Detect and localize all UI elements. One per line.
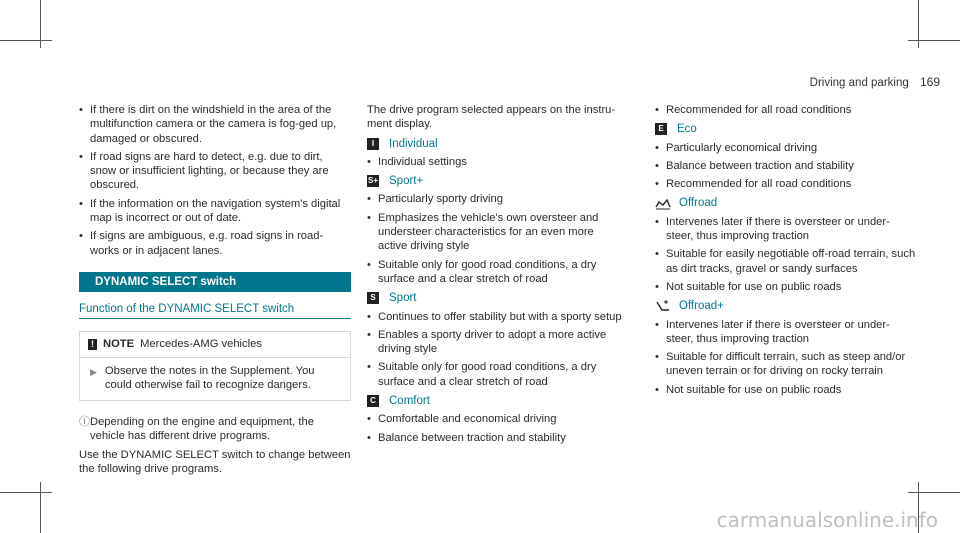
list-item: • If the information on the navigation system's digital map is incorrect or out of date. (79, 197, 351, 226)
paragraph: The drive program selected appears on the instru-ment display. (367, 104, 616, 131)
offroad-plus-icon (655, 300, 671, 312)
list-item: • Particularly economical driving (655, 141, 917, 155)
list-item: • Comfortable and economical driving (367, 412, 625, 426)
list-item: • Suitable for easily negotiable off-road terrain, such as dirt tracks, gravel or sandy surfaces (655, 247, 917, 276)
sport-icon: S (367, 292, 379, 304)
drive-program-offroad (655, 196, 917, 210)
list-item: • Suitable only for good road conditions, a dry surface and a clear stretch of road (367, 258, 625, 287)
list-item: • Not suitable for use on public roads (655, 383, 917, 397)
list-item: • Continues to offer stability but with a sporty setup (367, 310, 625, 324)
comfort-icon: C (367, 395, 379, 407)
list-item: • Intervenes later if there is oversteer or under-steer, thus improving traction (655, 318, 917, 347)
mode-name: Sport+ (389, 175, 424, 188)
list-item: • Intervenes later if there is oversteer or under-steer, thus improving traction (655, 215, 917, 244)
drive-program-sport-plus (367, 174, 625, 188)
list-item: • Suitable for difficult terrain, such as steep and/or uneven terrain or for driving on rocky terrain (655, 350, 917, 379)
eco-icon: E (655, 123, 667, 135)
info-icon: ⓘ (79, 416, 90, 429)
list-item: • Recommended for all road conditions (655, 177, 917, 191)
crop-mark (40, 482, 41, 533)
drive-program-eco (655, 122, 917, 136)
column-right (655, 103, 917, 401)
mode-name: Eco (677, 123, 697, 136)
list-item: • Emphasizes the vehicle's own oversteer and understeer characteristics for an even more active driving style (367, 211, 625, 254)
crop-mark (908, 492, 960, 493)
subheading: Function of the DYNAMIC SELECT switch (79, 302, 351, 319)
mode-name: Sport (389, 292, 417, 305)
note-subject: Mercedes-AMG vehicles (140, 338, 262, 351)
tip (79, 415, 351, 444)
arrow-right-icon: ▶ (90, 366, 97, 377)
section-heading-bar: DYNAMIC SELECT switch (79, 272, 351, 292)
mode-name: Comfort (389, 395, 430, 408)
paragraph: Use the DYNAMIC SELECT switch to change between the following drive programs. (79, 448, 351, 476)
list-item: • Suitable only for good road conditions, a dry surface and a clear stretch of road (367, 360, 625, 389)
mode-name: Offroad (679, 197, 718, 210)
offroad-icon (655, 198, 671, 210)
list-item: • Individual settings (367, 155, 625, 169)
note-title: NOTE (103, 338, 135, 351)
list-item: • Particularly sporty driving (367, 192, 625, 206)
crop-mark (908, 40, 960, 41)
note-box (79, 331, 351, 401)
drive-program-sport (367, 291, 625, 305)
drive-program-offroad-plus (655, 299, 917, 313)
list-item: • Balance between traction and stability (655, 159, 917, 173)
list-item: • Recommended for all road conditions (655, 103, 917, 117)
crop-mark (0, 492, 52, 493)
drive-program-comfort (367, 394, 625, 408)
list-item: • Not suitable for use on public roads (655, 280, 917, 294)
mode-name: Offroad+ (679, 300, 724, 313)
tip-text: Depending on the engine and equipment, the vehicle has different drive programs. (90, 416, 314, 443)
note-body (80, 358, 350, 401)
list-item: • Enables a sporty driver to adopt a more active driving style (367, 328, 625, 357)
page-number: 169 (919, 75, 940, 89)
list-item: • If road signs are hard to detect, e.g. due to dirt, snow or insufficient lighting, or because they are obscured. (79, 150, 351, 193)
individual-icon: I (367, 138, 379, 150)
section-title: Driving and parking (809, 77, 909, 89)
note-header (80, 332, 350, 357)
note-text: Observe the notes in the Supplement. You could otherwise fail to recognize dangers. (104, 364, 315, 391)
column-left (79, 103, 351, 476)
drive-program-individual (367, 137, 625, 151)
list-item: • If signs are ambiguous, e.g. road signs in road-works or in adjacent lanes. (79, 229, 351, 258)
list-item: • If there is dirt on the windshield in the area of the multifunction camera or the camera is fog-ged up, damaged or obscured. (79, 103, 351, 146)
column-middle (367, 103, 625, 449)
list-item: • Balance between traction and stability (367, 431, 625, 445)
condition-list (79, 103, 351, 258)
crop-mark (0, 40, 52, 41)
page-header (750, 75, 940, 90)
warning-icon: ! (88, 339, 97, 350)
mode-name: Individual (389, 137, 438, 150)
sport-plus-icon: S+ (367, 176, 378, 186)
watermark: carmanualsonline.info (716, 507, 938, 532)
